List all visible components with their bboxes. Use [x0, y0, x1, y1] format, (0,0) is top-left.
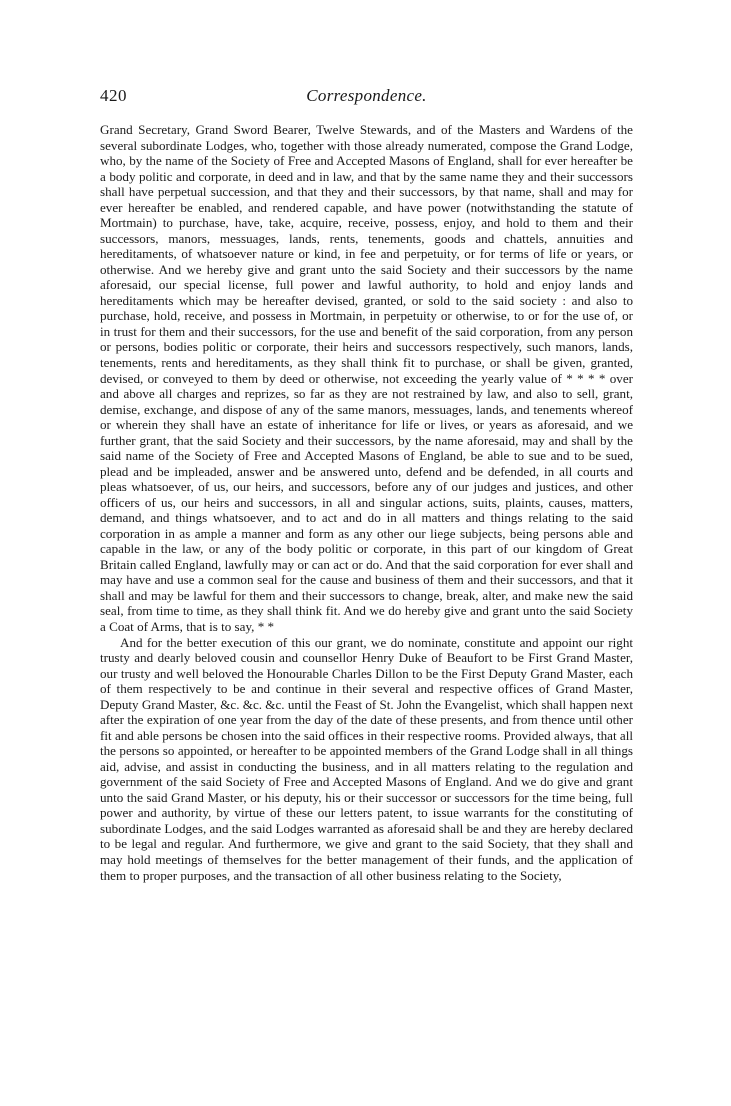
running-head	[100, 86, 633, 112]
body-text	[100, 122, 633, 883]
page-number: 420	[100, 86, 127, 105]
paragraph-appointments: And for the better execution of this our grant, we do nominate, constitute and appoint our right trusty and dearly beloved cousin and counsellor Henry Duke of Beaufort to be First Grand Master, our trusty and well beloved the Honourable Charles Dillon to be the First Deputy Grand Master, each of them respectively to be and continue in their several and respective offices of Grand Master, Deputy Grand Master, &c. &c. &c. until the Feast of St. John the Evangelist, which shall happen next after the expiration of one year from the day of the date of these presents, and from thence until other fit and able persons be chosen into the said offices in their respective rooms. Provided always, that all the persons so appointed, or hereafter to be appointed members of the Grand Lodge shall in all things aid, advise, and assist in conducting the business, and in all matters relating to the regulation and government of the said Society of Free and Accepted Masons of England. And we do give and grant unto the said Grand Master, or his deputy, his or their successor or successors for the time being, full power and authority, by virtue of these our letters patent, to issue warrants for the constituting of subordinate Lodges, and the said Lodges warranted as aforesaid shall be and they are hereby declared to be legal and regular. And furthermore, we give and grant to the said Society, that they shall and may hold meetings of themselves for the better management of their funds, and the application of them to proper purposes, and the transaction of all other business relating to the Society,	[100, 634, 633, 883]
running-title: Correspondence.	[306, 86, 427, 105]
paragraph-charter-continuation: Grand Secretary, Grand Sword Bearer, Twelve Stewards, and of the Masters and Wardens of the several subordinate Lodges, who, together with those already numerated, compose the Grand Lodge, who, by the name of the Society of Free and Accepted Masons of England, shall for ever hereafter be a body politic and corporate, in deed and in law, and that by the same name they and their successors shall have perpetual succession, and that they and their successors, by that name, shall and may for ever hereafter be enabled, and rendered capable, and have power (notwithstanding the statute of Mortmain) to purchase, have, take, acquire, receive, possess, enjoy, and hold to them and their successors, manors, messuages, lands, rents, tenements, goods and chattels, annuities and hereditaments, of whatsoever nature or kind, in fee and perpetuity, or for terms of life or years, or otherwise. And we hereby give and grant unto the said Society and their successors by the name aforesaid, our special license, full power and lawful authority, to hold and enjoy lands and hereditaments which may be hereafter devised, granted, or sold to the said society : and also to purchase, hold, receive, and possess in Mortmain, in perpetuity or otherwise, to or for the use of, or in trust for them and their successors, for the use and benefit of the said corporation, from any person or persons, bodies politic or corporate, their heirs and successors respectively, such manors, lands, tenements, rents and hereditaments, as they shall think fit to purchase, or shall be given, granted, devised, or conveyed to them by deed or otherwise, not exceeding the yearly value of * * * * over and above all charges and reprizes, so far as they are not restrained by law, and also to sell, grant, demise, exchange, and dispose of any of the same manors, messuages, lands, and tenements whereof or wherein they shall have an estate of inheritance for life or lives, or years as aforesaid, and we further grant, that the said Society and their successors, by the name aforesaid, may and shall by the said name of the Society of Free and Accepted Masons of England, be able to sue and to be sued, plead and be impleaded, answer and be answered unto, defend and be defended, in all courts and pleas whatsoever, of us, our heirs, and successors, before any of our judges and justices, and other officers of us, our heirs and successors, in all and singular actions, suits, plaints, causes, matters, demand, and things whatsoever, and to act and do in all matters and things relating to the said corporation in as ample a manner and form as any other our liege subjects, being persons able and capable in the law, or any of the body politic or corporate, in this part of our kingdom of Great Britain called England, lawfully may or can act or do. And that the said corporation for ever shall and may have and use a common seal for the cause and business of them and their successors, and that it shall and may be lawful for them and their successors to change, break, alter, and make new the said seal, from time to time, as they shall think fit. And we do hereby give and grant unto the said Society a Coat of Arms, that is to say, * *	[100, 122, 633, 634]
